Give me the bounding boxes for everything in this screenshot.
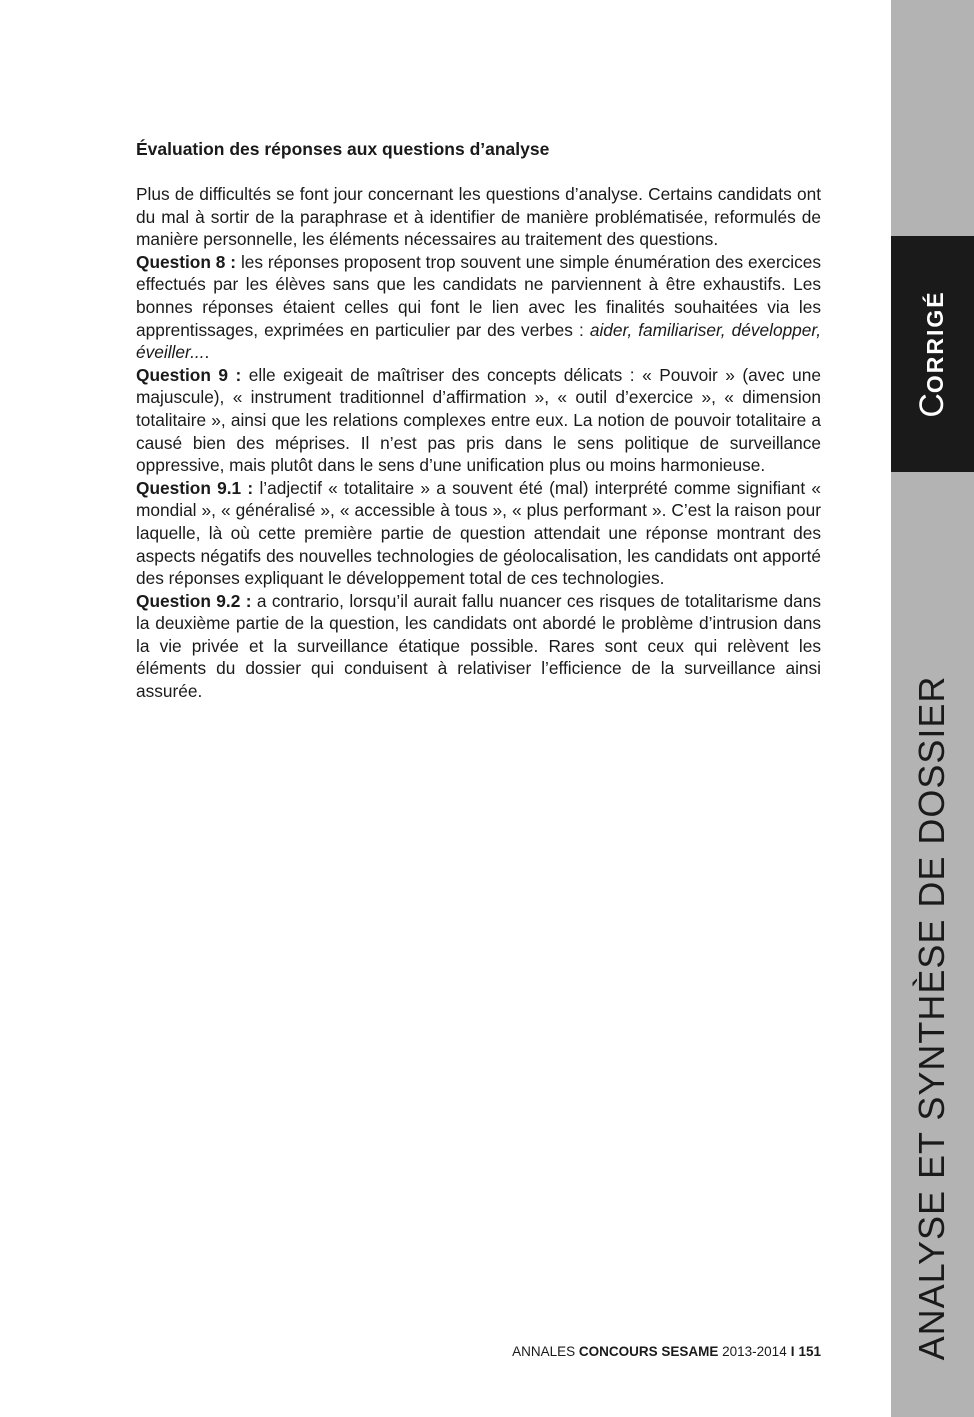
question-8-paragraph xyxy=(136,251,821,364)
page-footer xyxy=(512,1344,821,1360)
page-number: 151 xyxy=(798,1344,821,1359)
footer-brand: CONCOURS SESAME xyxy=(578,1344,719,1359)
corrige-initial: C xyxy=(913,393,951,418)
intro-text: Plus de difficultés se font jour concernant les questions d’analyse. Certains candidats ont du mal à sortir de la paraphrase et à identifier de manière problématisée, reformulés de manière personnelle, les éléments nécessaires au traitement des questions. xyxy=(136,184,821,250)
question-9-label: Question 9 : xyxy=(136,364,242,385)
section-title: Évaluation des réponses aux questions d’analyse xyxy=(136,139,550,159)
question-8-text: les réponses proposent trop souvent une simple énumération des exercices effectués par les élèves sans que les candidats ne parviennent à être exhaustifs. Les bonnes réponses étaient celles qui font le lien avec les finalités souhaitées via les apprentissages, exprimées en particulier par des verbes : xyxy=(136,251,821,340)
corrige-label xyxy=(915,290,949,417)
footer-prefix: ANNALES xyxy=(512,1344,579,1359)
question-9-1-text: l’adjectif « totalitaire » a souvent été (mal) interprété comme signifiant « mondial », « généralisé », « accessible à tous », « plus performant ». C’est la raison pour laquelle, là où cette première partie de question attendait une réponse montrant des aspects négatifs des nouvelles technologies de géolocalisation, les candidats ont apporté des réponses expliquant le développement total de ces technologies. xyxy=(136,477,821,589)
question-9-2-text: a contrario, lorsqu’il aurait fallu nuancer ces risques de totalitarisme dans la deuxième partie de la question, les candidats ont abordé le problème d’intrusion dans la vie privée et la surveillance étatique possible. Rares sont ceux qui relèvent les éléments du dossier qui conduisent à relativiser l’efficience de la surveillance ainsi assurée. xyxy=(136,590,821,702)
question-8-tail: . xyxy=(204,342,210,363)
footer-separator: I xyxy=(790,1344,795,1359)
intro-paragraph xyxy=(136,183,821,251)
section-side-title: ANALYSE ET SYNTHÈSE DE DOSSIER xyxy=(911,675,952,1361)
main-content xyxy=(136,138,821,703)
question-8-label: Question 8 : xyxy=(136,251,237,272)
question-9-2-label: Question 9.2 : xyxy=(136,590,252,611)
footer-years: 2013-2014 xyxy=(718,1344,787,1359)
corrige-rest: ORRIGÉ xyxy=(922,290,948,394)
question-9-paragraph xyxy=(136,364,821,477)
question-9-1-paragraph xyxy=(136,477,821,590)
question-9-text: elle exigeait de maîtriser des concepts délicats : « Pouvoir » (avec une majuscule), « instrument traditionnel d’affirmation », « outil d’exercice », « dimension totalitaire », ainsi que les relations complexes entre eux. La notion de pouvoir totalitaire a causé bien des méprises. Il n’est pas pris dans le sens politique de surveillance oppressive, mais plutôt dans le sens d’une unification plus ou moins harmonieuse. xyxy=(136,364,821,476)
question-8-verbs: aider, familiariser, développer, éveiller... xyxy=(136,319,821,363)
question-9-2-paragraph xyxy=(136,590,821,703)
question-9-1-label: Question 9.1 : xyxy=(136,477,254,498)
